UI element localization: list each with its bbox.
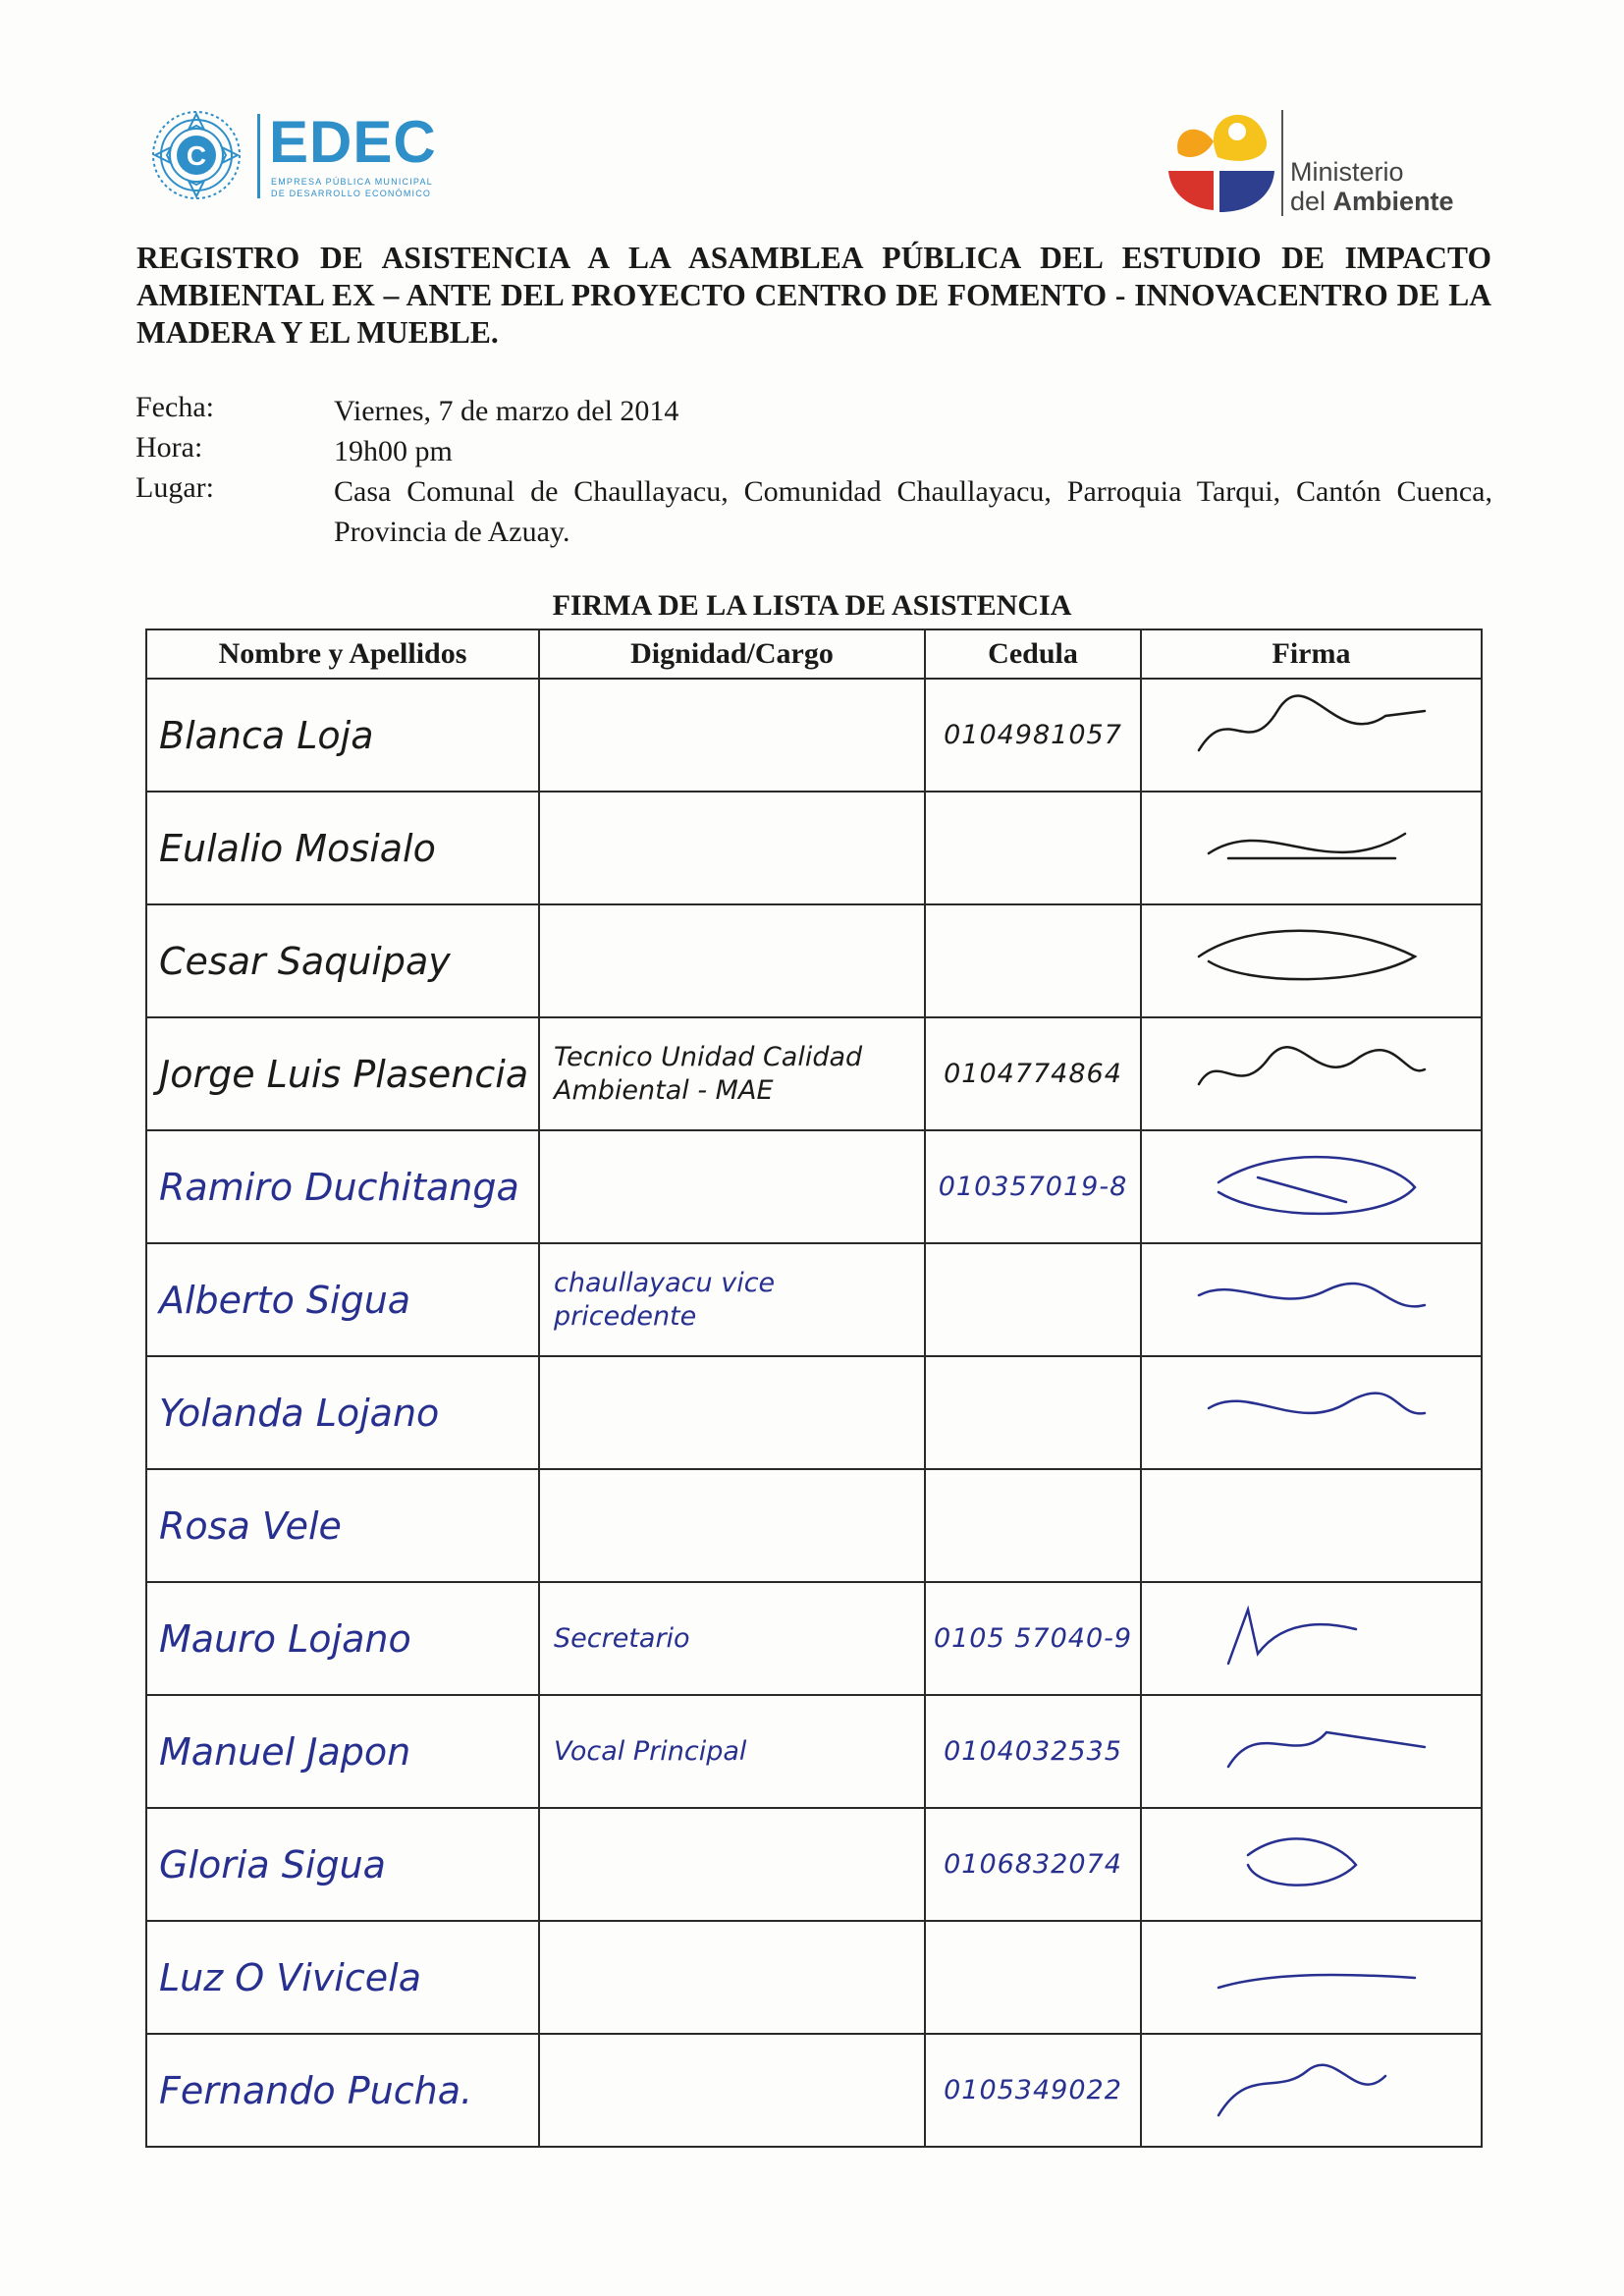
header-firma: Firma	[1141, 629, 1482, 679]
header-cedula: Cedula	[925, 629, 1141, 679]
signature-scribble	[1189, 804, 1435, 893]
cell-firma	[1141, 2034, 1482, 2147]
cell-cargo	[539, 679, 925, 792]
attendee-cedula: 0105349022	[944, 2075, 1122, 2105]
cell-firma	[1141, 1582, 1482, 1695]
cell-firma	[1141, 1243, 1482, 1356]
signature-scribble	[1189, 1369, 1435, 1457]
signature-scribble	[1189, 1030, 1435, 1119]
hora-label: Hora:	[135, 431, 203, 464]
cell-cargo	[539, 904, 925, 1017]
signature-scribble	[1189, 1595, 1435, 1683]
table-row	[146, 1243, 1482, 1356]
cell-firma	[1141, 792, 1482, 904]
cell-firma	[1141, 1921, 1482, 2034]
cell-cedula	[925, 792, 1141, 904]
attendee-name: Jorge Luis Plasencia	[159, 1052, 529, 1096]
cell-cargo	[539, 1130, 925, 1243]
table-row	[146, 1695, 1482, 1808]
ministerio-ambiente-logo	[1159, 102, 1483, 220]
cell-cargo	[539, 792, 925, 904]
cell-cedula	[925, 1243, 1141, 1356]
signature-scribble	[1189, 1708, 1435, 1796]
cell-cargo	[539, 1243, 925, 1356]
signature-scribble	[1189, 917, 1435, 1006]
table-row	[146, 679, 1482, 792]
cell-nombre	[146, 1469, 539, 1582]
signature-scribble	[1189, 1934, 1435, 2022]
attendee-name: Cesar Saquipay	[159, 939, 451, 983]
cell-cedula	[925, 1469, 1141, 1582]
ministerio-line1: Ministerio	[1290, 157, 1404, 187]
table-row	[146, 1017, 1482, 1130]
attendee-name: Mauro Lojano	[159, 1616, 411, 1661]
cell-nombre	[146, 904, 539, 1017]
attendee-name: Blanca Loja	[159, 713, 374, 757]
cell-cedula	[925, 1808, 1141, 1921]
edec-brand-name: EDEC	[269, 109, 437, 175]
lugar-label: Lugar:	[135, 471, 214, 504]
table-row	[146, 1582, 1482, 1695]
attendance-rows	[146, 679, 1482, 2147]
document-title: REGISTRO DE ASISTENCIA A LA ASAMBLEA PÚBLICA DEL ESTUDIO DE IMPACTO AMBIENTAL EX – ANTE DEL PROYECTO CENTRO DE FOMENTO - INNOVACENTRO DE LA MADERA Y EL MUEBLE.	[136, 241, 1491, 350]
attendee-name: Manuel Japon	[159, 1729, 411, 1774]
table-header-row	[146, 629, 1482, 679]
svg-text:C: C	[186, 140, 207, 171]
attendee-cedula: 0106832074	[944, 1849, 1122, 1880]
ministerio-emblem-icon	[1159, 102, 1276, 218]
cell-cargo	[539, 1469, 925, 1582]
cell-cargo	[539, 2034, 925, 2147]
cell-cargo	[539, 1921, 925, 2034]
attendee-name: Luz O Vivicela	[159, 1955, 421, 1999]
cell-nombre	[146, 1582, 539, 1695]
cell-cedula	[925, 1921, 1141, 2034]
cell-cargo	[539, 1017, 925, 1130]
cell-cedula	[925, 2034, 1141, 2147]
table-row	[146, 1469, 1482, 1582]
cell-firma	[1141, 679, 1482, 792]
cell-firma	[1141, 1130, 1482, 1243]
attendee-cargo: Tecnico Unidad Calidad Ambiental - MAE	[554, 1041, 863, 1106]
edec-subtitle-line2: DE DESARROLLO ECONÓMICO	[271, 189, 432, 198]
attendee-name: Alberto Sigua	[159, 1278, 411, 1322]
cell-nombre	[146, 1921, 539, 2034]
attendance-table	[145, 629, 1483, 2148]
cell-cedula	[925, 1356, 1141, 1469]
attendee-cedula: 010357019-8	[938, 1172, 1128, 1202]
cell-cedula	[925, 1130, 1141, 1243]
attendee-cargo: Secretario	[554, 1622, 690, 1654]
attendee-name: Ramiro Duchitanga	[159, 1165, 519, 1209]
cell-nombre	[146, 792, 539, 904]
hora-value: 19h00 pm	[334, 435, 453, 467]
ministerio-line2: del Ambiente	[1290, 187, 1454, 216]
cell-firma	[1141, 1017, 1482, 1130]
cell-cargo	[539, 1582, 925, 1695]
cell-cargo	[539, 1695, 925, 1808]
cell-cedula	[925, 679, 1141, 792]
attendee-name: Gloria Sigua	[159, 1842, 386, 1886]
cell-cargo	[539, 1808, 925, 1921]
cell-cargo	[539, 1356, 925, 1469]
header-cargo: Dignidad/Cargo	[539, 629, 925, 679]
table-title: FIRMA DE LA LISTA DE ASISTENCIA	[552, 589, 1072, 622]
cell-cedula	[925, 1695, 1141, 1808]
table-row	[146, 1921, 1482, 2034]
table-row	[146, 1130, 1482, 1243]
table-row	[146, 792, 1482, 904]
attendee-cedula: 0104032535	[944, 1736, 1122, 1767]
cell-cedula	[925, 904, 1141, 1017]
cell-nombre	[146, 1808, 539, 1921]
cell-cedula	[925, 1017, 1141, 1130]
lugar-value: Casa Comunal de Chaullayacu, Comunidad Chaullayacu, Parroquia Tarqui, Cantón Cuenca, Provincia de Azuay.	[334, 475, 1492, 548]
attendee-name: Fernando Pucha.	[159, 2068, 473, 2112]
attendee-cedula: 0104774864	[944, 1059, 1122, 1089]
attendee-name: Eulalio Mosialo	[159, 826, 436, 870]
header-nombre: Nombre y Apellidos	[146, 629, 539, 679]
signature-scribble	[1189, 1256, 1435, 1344]
edec-logo	[147, 106, 461, 204]
cell-firma	[1141, 1469, 1482, 1582]
cell-firma	[1141, 1695, 1482, 1808]
cell-nombre	[146, 1130, 539, 1243]
cell-nombre	[146, 1243, 539, 1356]
signature-scribble	[1189, 691, 1435, 780]
table-row	[146, 2034, 1482, 2147]
attendee-cargo: Vocal Principal	[554, 1735, 747, 1767]
table-row	[146, 1808, 1482, 1921]
cell-nombre	[146, 1695, 539, 1808]
edec-subtitle-line1: EMPRESA PÚBLICA MUNICIPAL	[271, 177, 433, 187]
table-row	[146, 904, 1482, 1017]
edec-emblem-icon	[147, 106, 245, 204]
cell-cedula	[925, 1582, 1141, 1695]
attendee-cedula: 0104981057	[944, 720, 1122, 750]
attendee-cedula: 0105 57040-9	[933, 1623, 1133, 1654]
signature-scribble	[1189, 1143, 1435, 1231]
cell-nombre	[146, 1356, 539, 1469]
attendee-name: Rosa Vele	[159, 1503, 342, 1548]
cell-nombre	[146, 2034, 539, 2147]
fecha-value: Viernes, 7 de marzo del 2014	[334, 395, 679, 427]
cell-firma	[1141, 1808, 1482, 1921]
signature-scribble	[1189, 1821, 1435, 1909]
cell-firma	[1141, 904, 1482, 1017]
table-row	[146, 1356, 1482, 1469]
attendee-cargo: chaullayacu vice pricedente	[554, 1267, 776, 1332]
fecha-label: Fecha:	[135, 391, 214, 423]
attendee-name: Yolanda Lojano	[159, 1391, 440, 1435]
cell-nombre	[146, 679, 539, 792]
cell-nombre	[146, 1017, 539, 1130]
cell-firma	[1141, 1356, 1482, 1469]
signature-scribble	[1189, 2047, 1435, 2135]
